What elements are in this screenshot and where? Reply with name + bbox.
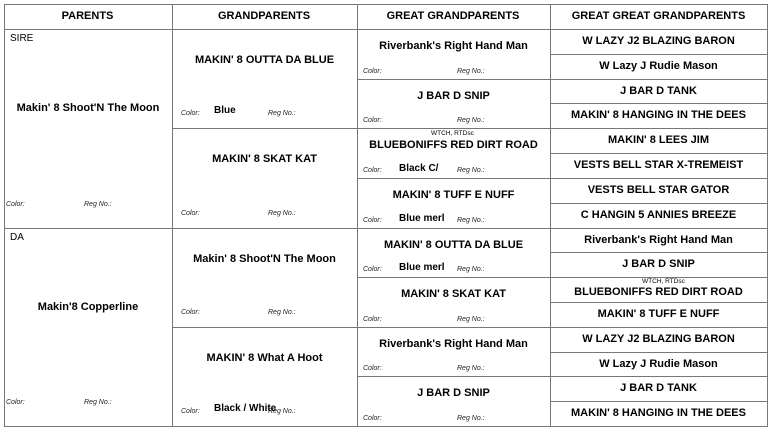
color-label: Color: — [6, 399, 25, 406]
grandparent-name: MAKIN' 8 What A Hoot — [206, 351, 323, 364]
great-great-grandparent-name: MAKIN' 8 TUFF E NUFF — [597, 307, 720, 320]
color-value: Black C/ — [399, 162, 439, 174]
great-great-grandparent-name: MAKIN' 8 HANGING IN THE DEES — [571, 407, 746, 420]
reg-no-label: Reg No.: — [268, 408, 296, 415]
title-prefix: WTCH, RTDsc — [431, 130, 474, 138]
row-divider — [550, 302, 767, 303]
reg-no-label: Reg No.: — [457, 117, 485, 125]
header-parents: PARENTS — [61, 10, 114, 22]
great-grandparent-name: Riverbank's Right Hand Man — [379, 40, 528, 52]
row-divider — [550, 79, 767, 80]
sire-label: SIRE — [10, 33, 34, 44]
great-great-grandparent-name: W LAZY J2 BLAZING BARON — [582, 35, 735, 47]
great-grandparent-name: MAKIN' 8 OUTTA DA BLUE — [383, 238, 524, 251]
color-label: Color: — [363, 266, 382, 274]
reg-no-label: Reg No.: — [457, 166, 485, 174]
row-divider — [550, 352, 767, 353]
reg-no-label: Reg No.: — [457, 67, 485, 75]
great-grandparent-name: J BAR D SNIP — [417, 89, 490, 102]
dam-label: DA — [10, 231, 24, 243]
color-label: Color: — [181, 408, 200, 415]
parent-name: Makin' 8 Shoot'N The Moon — [16, 102, 160, 115]
color-label: Color: — [363, 315, 382, 323]
reg-no-label: Reg No.: — [268, 209, 296, 217]
row-divider — [550, 401, 767, 402]
great-grandparent-name: MAKIN' 8 TUFF E NUFF — [392, 188, 515, 201]
reg-no-label: Reg No.: — [268, 110, 296, 118]
great-great-grandparent-name: MAKIN' 8 HANGING IN THE DEES — [571, 109, 746, 122]
color-label: Color: — [363, 67, 382, 75]
great-great-grandparent-name: VESTS BELL STAR GATOR — [587, 183, 730, 196]
reg-no-label: Reg No.: — [268, 308, 296, 316]
great-great-grandparent-name: Riverbank's Right Hand Man — [584, 233, 733, 246]
column-divider — [357, 4, 358, 427]
reg-no-label: Reg No.: — [457, 216, 485, 224]
color-label: Color: — [363, 365, 382, 373]
row-divider — [550, 252, 767, 253]
great-grandparent-name: Riverbank's Right Hand Man — [379, 337, 528, 350]
color-label: Color: — [181, 308, 200, 316]
row-divider — [550, 153, 767, 154]
row-divider — [550, 128, 767, 129]
color-label: Color: — [181, 209, 200, 217]
great-great-grandparent-name: BLUEBONIFFS RED DIRT ROAD — [574, 286, 743, 299]
reg-no-label: Reg No.: — [457, 266, 485, 274]
parent-name: Makin'8 Copperline — [37, 300, 139, 313]
great-great-grandparent-name: J BAR D TANK — [620, 382, 697, 395]
great-grandparent-name: J BAR D SNIP — [417, 387, 490, 400]
row-divider — [550, 54, 767, 55]
color-label: Color: — [363, 415, 382, 422]
grandparent-name: Makin' 8 Shoot'N The Moon — [193, 252, 336, 265]
great-great-grandparent-name: J BAR D TANK — [620, 84, 697, 97]
row-divider — [550, 228, 767, 229]
color-label: Color: — [181, 110, 200, 118]
great-grandparent-name: MAKIN' 8 SKAT KAT — [401, 288, 506, 301]
color-value: Blue merl — [399, 212, 445, 224]
header-grandparents: GRANDPARENTS — [217, 10, 311, 22]
color-label: Color: — [6, 200, 25, 208]
header-great-grandparents: GREAT GRANDPARENTS — [386, 10, 520, 22]
color-label: Color: — [363, 166, 382, 174]
color-value: Blue merl — [399, 262, 445, 274]
color-label: Color: — [363, 117, 382, 125]
row-divider — [550, 376, 767, 377]
reg-no-label: Reg No.: — [457, 415, 485, 422]
great-great-grandparent-name: W Lazy J Rudie Mason — [599, 59, 718, 72]
reg-no-label: Reg No.: — [457, 365, 485, 373]
great-great-grandparent-name: MAKIN' 8 LEES JIM — [607, 134, 710, 147]
reg-no-label: Reg No.: — [457, 315, 485, 323]
row-divider — [550, 203, 767, 204]
column-divider — [4, 4, 5, 427]
row-divider — [550, 327, 767, 328]
great-grandparent-name: BLUEBONIFFS RED DIRT ROAD — [369, 139, 538, 152]
great-great-grandparent-name: VESTS BELL STAR X-TREMEIST — [573, 159, 744, 172]
column-divider — [767, 4, 768, 427]
great-great-grandparent-name: J BAR D SNIP — [622, 258, 695, 271]
color-value: Blue — [214, 105, 236, 117]
title-prefix: WTCH, RTDsc — [642, 278, 685, 286]
great-great-grandparent-name: W Lazy J Rudie Mason — [599, 357, 718, 370]
reg-no-label: Reg No.: — [84, 200, 112, 208]
header-bottom-border — [4, 29, 767, 30]
table-bottom-border — [4, 426, 767, 427]
header-great-great-grandparents: GREAT GREAT GRANDPARENTS — [571, 10, 746, 22]
color-value: Black / White — [214, 403, 277, 414]
color-label: Color: — [363, 216, 382, 224]
table-top-border — [4, 4, 767, 5]
great-great-grandparent-name: W LAZY J2 BLAZING BARON — [582, 332, 735, 345]
reg-no-label: Reg No.: — [84, 399, 112, 406]
grandparent-name: MAKIN' 8 SKAT KAT — [212, 153, 317, 166]
grandparent-name: MAKIN' 8 OUTTA DA BLUE — [194, 54, 335, 66]
row-divider — [550, 103, 767, 104]
row-divider — [550, 178, 767, 179]
great-great-grandparent-name: C HANGIN 5 ANNIES BREEZE — [580, 208, 737, 221]
